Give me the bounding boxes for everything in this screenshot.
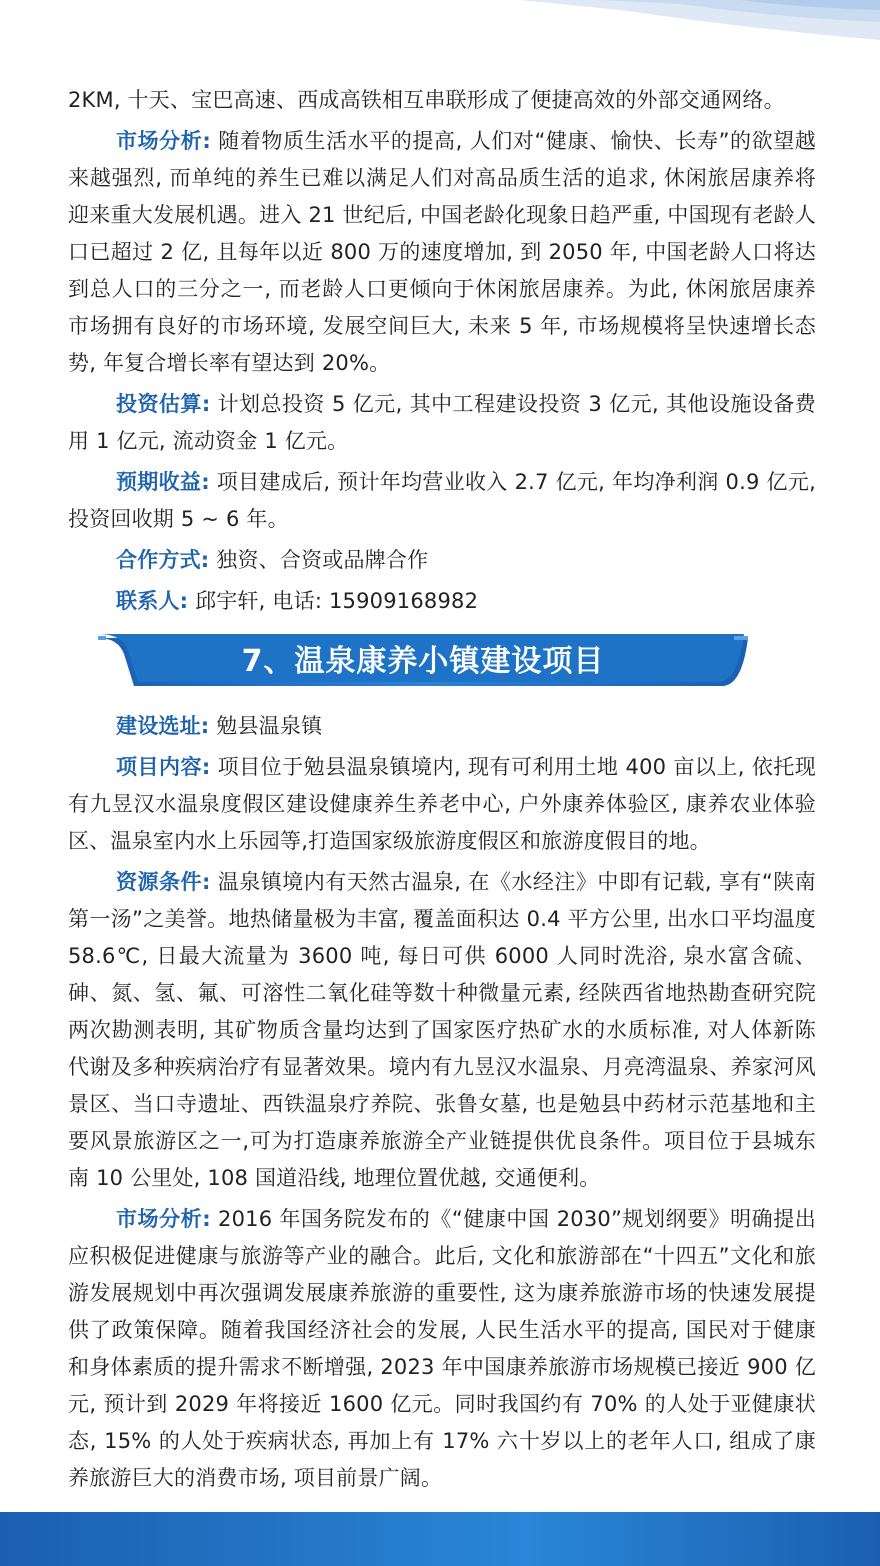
market-analysis-text: 随着物质生活水平的提高, 人们对“健康、愉快、长寿”的欲望越来越强烈, 而单纯的养生已难以满足人们对高品质生活的追求, 休闲旅居康养将迎来重大发展机遇。进入 21 世纪后, 中国老龄化现象日趋严重, 中国现有老龄人口已超过 2 亿, 且每年以近 800 万的速度增加, 到 2050 年, 中国老龄人口将达到总人口的三分之一, 而老龄人口更倾向于休闲旅居康养。为此, 休闲旅居康养市场拥有良好的市场环境, 发展空间巨大, 未来 5 年, 市场规模将呈快速增长态势, 年复合增长率有望达到 20%。 bbox=[68, 129, 817, 375]
investment-label: 投资估算: bbox=[116, 392, 211, 416]
section-banner bbox=[68, 634, 816, 690]
resources-label: 资源条件: bbox=[116, 870, 211, 894]
site-label: 建设选址: bbox=[116, 714, 210, 738]
cooperation-label: 合作方式: bbox=[116, 548, 210, 572]
transport-paragraph: 2KM, 十天、宝巴高速、西成高铁相互串联形成了便捷高效的外部交通网络。 bbox=[68, 88, 785, 112]
contact-text: 邱宇轩, 电话: 15909168982 bbox=[188, 589, 479, 613]
project-content-paragraph bbox=[68, 749, 816, 860]
contact-paragraph bbox=[68, 583, 816, 620]
header-wave-decoration bbox=[0, 0, 880, 90]
document-body bbox=[68, 82, 816, 1501]
investment-text: 计划总投资 5 亿元, 其中工程建设投资 3 亿元, 其他设施设备费用 1 亿元, 流动资金 1 亿元。 bbox=[68, 392, 816, 453]
resources-paragraph bbox=[68, 864, 816, 1197]
project-content-text: 项目位于勉县温泉镇境内, 现有可利用土地 400 亩以上, 依托现有九昱汉水温泉度假区建设健康养生养老中心, 户外康养体验区, 康养农业体验区、温泉室内水上乐园等,打造国家级旅游度假区和旅游度假目的地。 bbox=[68, 755, 816, 853]
cooperation-text: 独资、合资或品牌合作 bbox=[209, 548, 429, 572]
contact-label: 联系人: bbox=[116, 589, 189, 613]
returns-label: 预期收益: bbox=[116, 470, 210, 494]
section-market-paragraph bbox=[68, 1201, 816, 1497]
section-title: 7、温泉康养小镇建设项目 bbox=[241, 644, 605, 679]
footer-bar bbox=[0, 1512, 880, 1566]
market-analysis-label: 市场分析: bbox=[116, 129, 211, 153]
returns-paragraph bbox=[68, 464, 816, 538]
section-market-label: 市场分析: bbox=[116, 1207, 211, 1231]
investment-paragraph bbox=[68, 386, 816, 460]
cooperation-paragraph bbox=[68, 542, 816, 579]
market-analysis-paragraph bbox=[68, 123, 816, 382]
site-text: 勉县温泉镇 bbox=[209, 714, 323, 738]
returns-text: 项目建成后, 预计年均营业收入 2.7 亿元, 年均净利润 0.9 亿元, 投资回收期 5 ~ 6 年。 bbox=[68, 470, 816, 531]
site-paragraph bbox=[68, 708, 816, 745]
project-content-label: 项目内容: bbox=[116, 755, 211, 779]
section-market-text: 2016 年国务院发布的《“健康中国 2030”规划纲要》明确提出应积极促进健康与旅游等产业的融合。此后, 文化和旅游部在“十四五”文化和旅游发展规划中再次强调发展康养旅游的重要性, 这为康养旅游市场的快速发展提供了政策保障。随着我国经济社会的发展, 人民生活水平的提高, 国民对于健康和身体素质的提升需求不断增强, 2023 年中国康养旅游市场规模已接近 900 亿元, 预计到 2029 年将接近 1600 亿元。同时我国约有 70% 的人处于亚健康状态, 15% 的人处于疾病状态, 再加上有 17% 六十岁以上的老年人口, 组成了康养旅游巨大的消费市场, 项目前景广阔。 bbox=[68, 1207, 816, 1490]
resources-text: 温泉镇境内有天然古温泉, 在《水经注》中即有记载, 享有“陕南第一汤”之美誉。地热储量极为丰富, 覆盖面积达 0.4 平方公里, 出水口平均温度 58.6℃, 日最大流量为 3600 吨, 每日可供 6000 人同时洗浴, 泉水富含硫、砷、氮、氢、氟、可溶性二氧化硅等数十种微量元素, 经陕西省地热勘查研究院两次勘测表明, 其矿物质含量均达到了国家医疗热矿水的水质标准, 对人体新陈代谢及多种疾病治疗有显著效果。境内有九昱汉水温泉、月亮湾温泉、养家河风景区、当口寺遗址、西铁温泉疗养院、张鲁女墓, 也是勉县中药材示范基地和主要风景旅游区之一,可为打造康养旅游全产业链提供优良条件。项目位于县城东南 10 公里处, 108 国道沿线, 地理位置优越, 交通便利。 bbox=[68, 870, 816, 1190]
